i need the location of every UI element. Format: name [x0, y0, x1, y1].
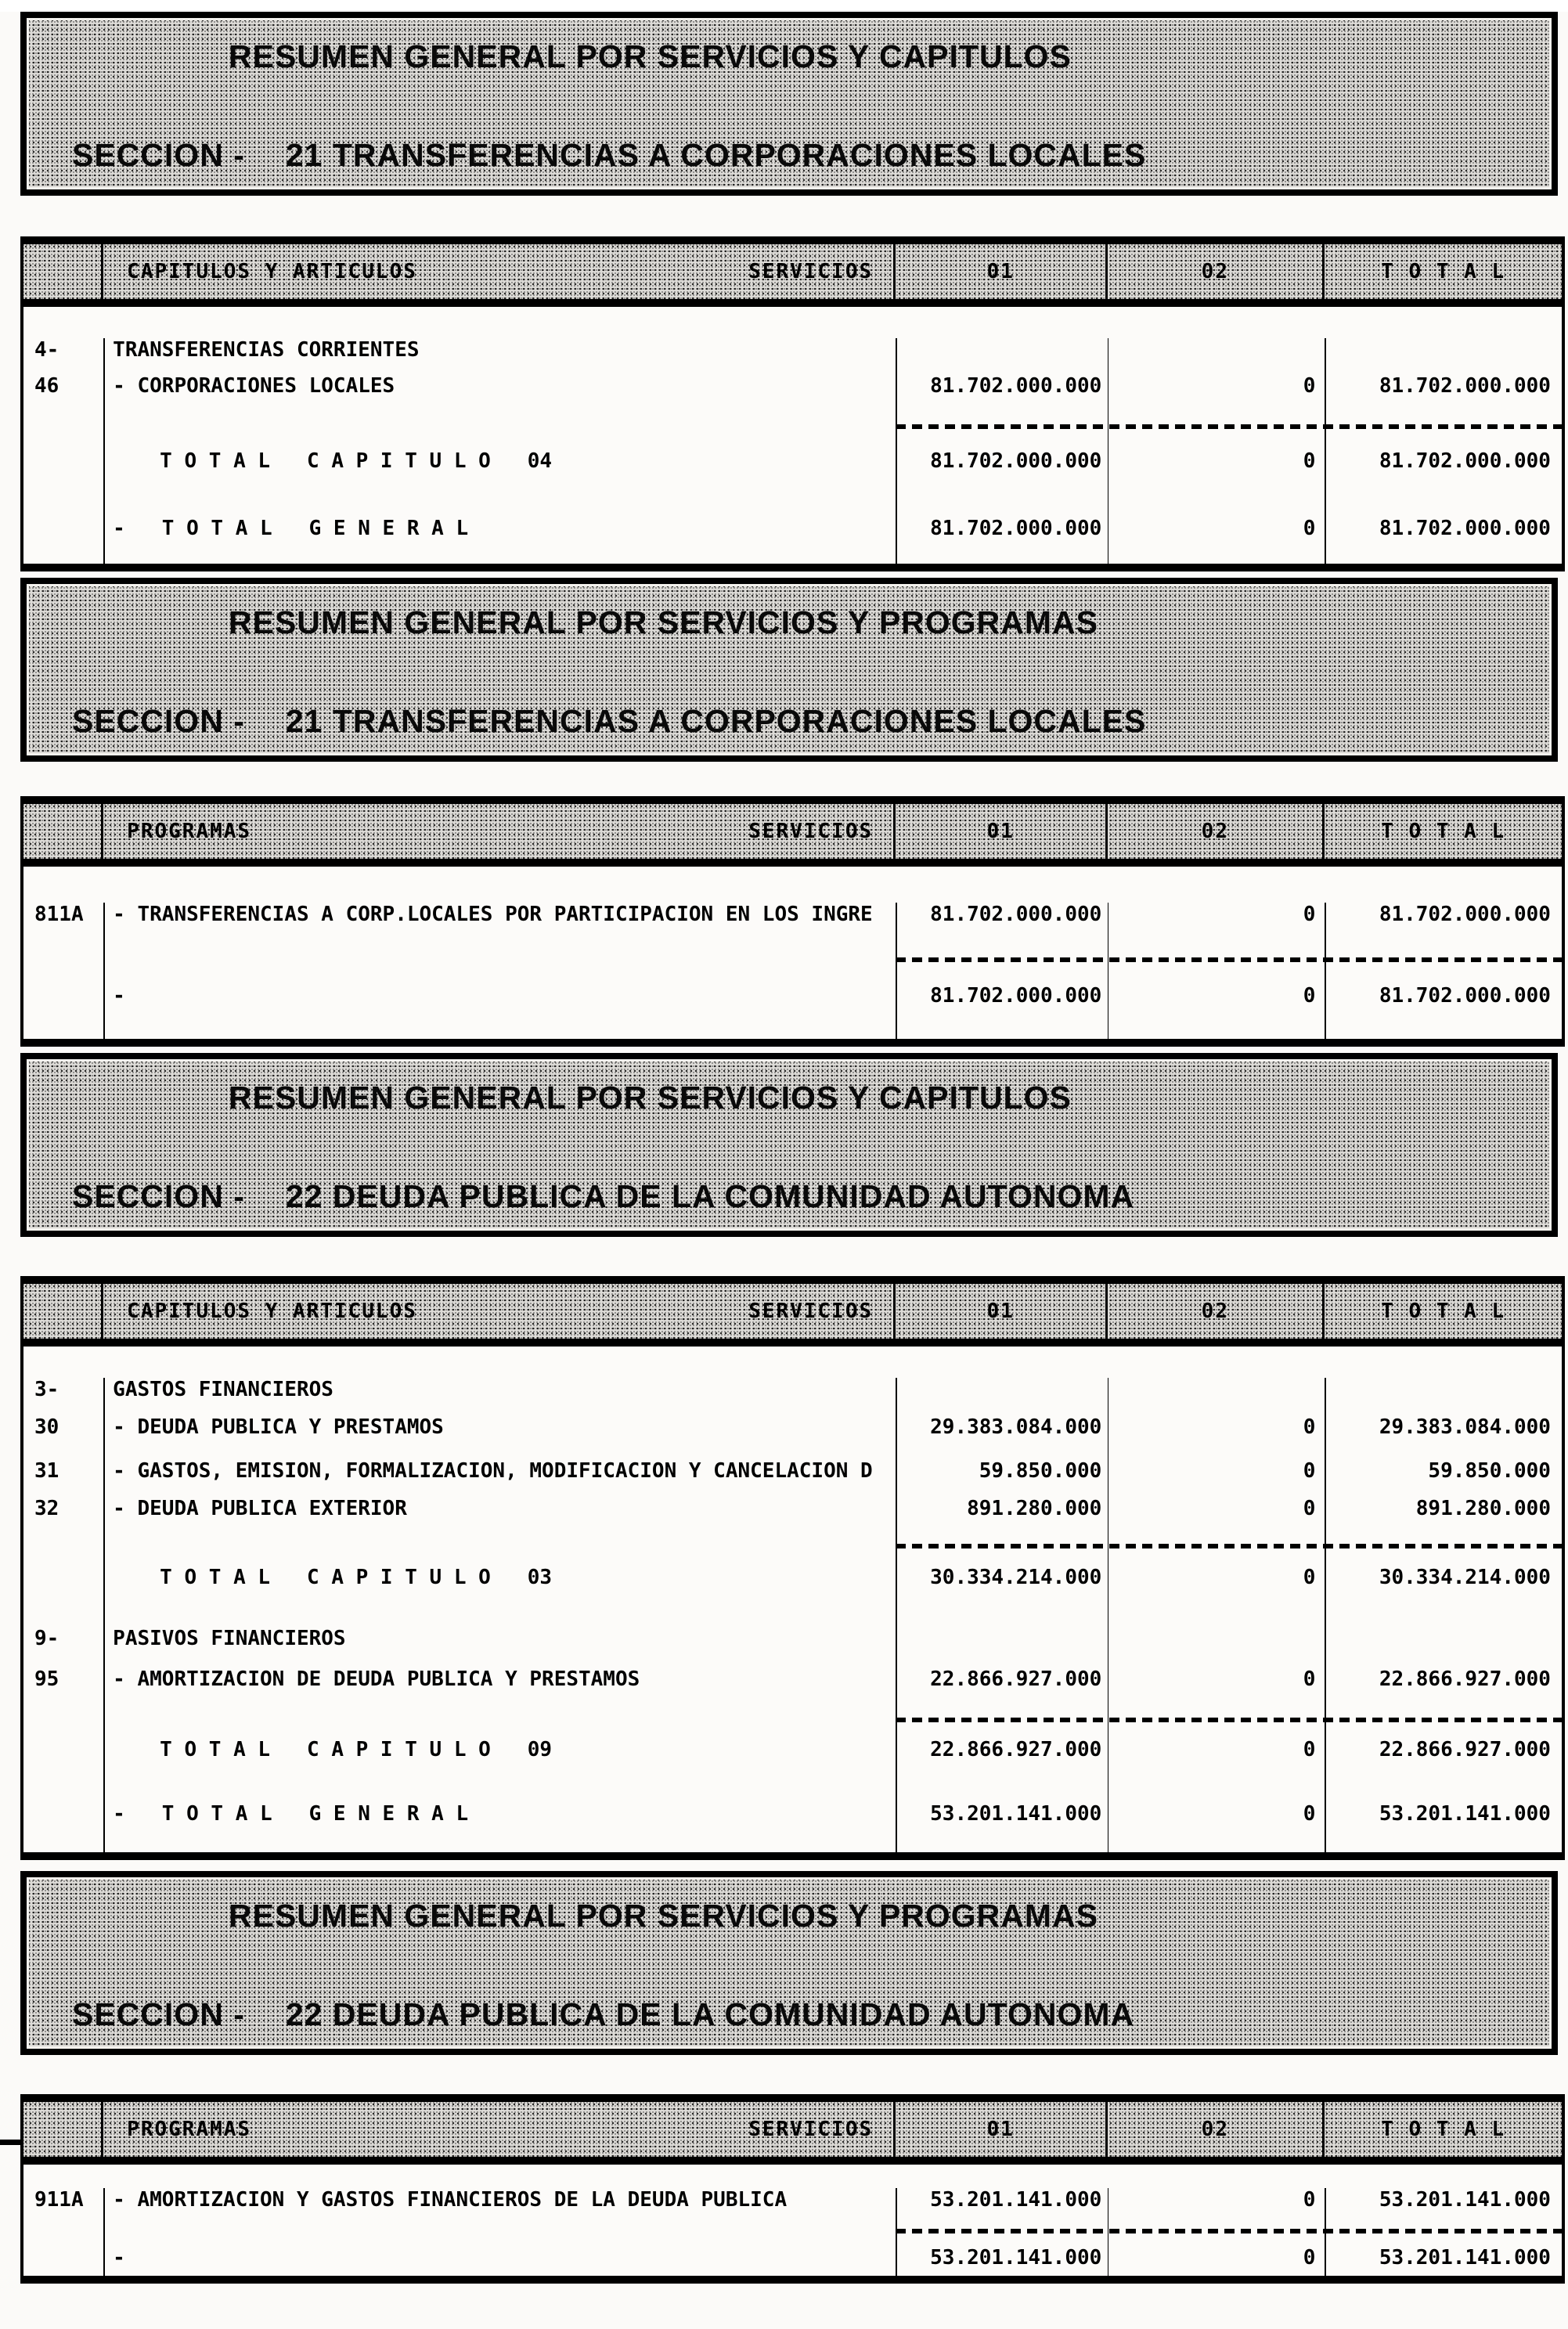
col-header-02: 02: [1108, 244, 1325, 299]
cell-desc: - DEUDA PUBLICA EXTERIOR: [113, 1497, 407, 1520]
table-row: [23, 1378, 1562, 1401]
summary-table-capitulos-21: [20, 236, 1565, 571]
cell-desc: T O T A L C A P I T U L O 03: [160, 1566, 553, 1589]
cell-total: 81.702.000.000: [1379, 984, 1551, 1008]
table-row: [23, 374, 1562, 398]
table-body: [23, 1378, 1562, 1852]
cell-02: 0: [1303, 1566, 1316, 1589]
banner-title: RESUMEN GENERAL POR SERVICIOS Y CAPITULOS: [229, 1080, 1072, 1116]
summary-table-programas-21: [20, 796, 1565, 1047]
table-row: [23, 1497, 1562, 1520]
seccion-value: 22 DEUDA PUBLICA DE LA COMUNIDAD AUTONOMA: [285, 1996, 1135, 2032]
cell-02: 0: [1303, 903, 1316, 926]
dashed-separator: [896, 2229, 1563, 2233]
banner-title: RESUMEN GENERAL POR SERVICIOS Y PROGRAMAS: [229, 604, 1099, 640]
cell-01: 22.866.927.000: [930, 1738, 1102, 1761]
column-divider: [103, 1378, 105, 1852]
col-header-02: 02: [1108, 2102, 1325, 2157]
seccion-value: 21 TRANSFERENCIAS A CORPORACIONES LOCALES: [285, 703, 1147, 739]
seccion-label: SECCION -: [72, 1996, 245, 2032]
col-header-02: 02: [1108, 1284, 1325, 1339]
col-header-servicios: SERVICIOS: [748, 820, 874, 843]
cell-02: 0: [1303, 449, 1316, 473]
cell-total: 891.280.000: [1415, 1497, 1551, 1520]
cell-desc: T O T A L C A P I T U L O 04: [160, 449, 553, 473]
cell-total: [1325, 1378, 1562, 1401]
col-header-02: 02: [1108, 804, 1325, 859]
cell-total: 53.201.141.000: [1379, 2188, 1551, 2212]
cell-desc: GASTOS FINANCIEROS: [113, 1378, 333, 1401]
table-header-row: [23, 244, 1562, 307]
cell-code: [23, 1738, 103, 1761]
cell-code: [23, 2246, 103, 2270]
table-row: [23, 1627, 1562, 1650]
cell-01: 53.201.141.000: [930, 1802, 1102, 1826]
seccion-label: SECCION -: [72, 703, 245, 739]
table-header-row: [23, 804, 1562, 867]
table-body: [23, 2188, 1562, 2276]
cell-desc: - DEUDA PUBLICA Y PRESTAMOS: [113, 1415, 444, 1439]
table-row-total-capitulo: [23, 1566, 1562, 1589]
cell-code: 911A: [34, 2188, 84, 2212]
col-header-01: 01: [896, 804, 1108, 859]
cell-02: 0: [1303, 2246, 1316, 2270]
table-row-total-general: [23, 1802, 1562, 1826]
cell-01: 53.201.141.000: [930, 2188, 1102, 2212]
cell-02: 0: [1303, 1415, 1316, 1439]
col-header-code: [23, 244, 103, 299]
col-header-total: T O T A L: [1381, 820, 1506, 843]
cell-code: 4-: [34, 338, 59, 362]
cell-total: [1325, 1627, 1562, 1650]
table-row: [23, 2188, 1562, 2212]
col-header-group: [103, 2102, 896, 2157]
cell-total: 53.201.141.000: [1379, 1802, 1551, 1826]
cell-01: [896, 1627, 1108, 1650]
cell-02: 0: [1303, 984, 1316, 1008]
cell-total: [1325, 338, 1562, 362]
column-divider: [896, 1378, 897, 1852]
table-row-total: [23, 2246, 1562, 2270]
cell-02: [1108, 1627, 1325, 1650]
seccion-value: 21 TRANSFERENCIAS A CORPORACIONES LOCALES: [285, 137, 1147, 173]
cell-02: 0: [1303, 1667, 1316, 1691]
col-header-01: 01: [896, 2102, 1108, 2157]
table-header-row: [23, 1284, 1562, 1347]
cell-total: 81.702.000.000: [1379, 374, 1551, 398]
cell-02: 0: [1303, 1738, 1316, 1761]
cell-01: 81.702.000.000: [930, 374, 1102, 398]
cell-total: 29.383.084.000: [1379, 1415, 1551, 1439]
table-row-total-general: [23, 517, 1562, 540]
cell-desc: PASIVOS FINANCIEROS: [113, 1627, 346, 1650]
scanned-budget-page: [0, 12, 1568, 2329]
col-header-code: [23, 1284, 103, 1339]
cell-01: 22.866.927.000: [930, 1667, 1102, 1691]
col-header-code: [23, 2102, 103, 2157]
col-header-servicios: SERVICIOS: [748, 1300, 874, 1323]
cell-total: 59.850.000: [1428, 1459, 1551, 1483]
cell-01: 81.702.000.000: [930, 903, 1102, 926]
cell-01: [896, 1378, 1108, 1401]
dashed-separator: [896, 957, 1563, 962]
col-header-total: T O T A L: [1381, 260, 1506, 283]
cell-total: 30.334.214.000: [1379, 1566, 1551, 1589]
col-header-total: T O T A L: [1381, 2118, 1506, 2141]
cell-desc: - TRANSFERENCIAS A CORP.LOCALES POR PARTICIPACION EN LOS INGRE: [113, 903, 873, 926]
cell-code: [23, 984, 103, 1008]
col-header-servicios: SERVICIOS: [748, 2118, 874, 2141]
seccion-label: SECCION -: [72, 137, 245, 173]
col-header-servicios: SERVICIOS: [748, 260, 874, 283]
table-row: [23, 1415, 1562, 1439]
table-row: [23, 903, 1562, 926]
col-header-group: [103, 244, 896, 299]
cell-code: 95: [34, 1667, 59, 1691]
seccion-label: SECCION -: [72, 1178, 245, 1214]
col-header-group-label: PROGRAMAS: [127, 820, 252, 843]
cell-code: [23, 1802, 103, 1826]
cell-total: 81.702.000.000: [1379, 903, 1551, 926]
col-header-group-label: CAPITULOS Y ARTICULOS: [127, 1300, 417, 1323]
cell-02: 0: [1303, 1459, 1316, 1483]
cell-code: 46: [34, 374, 59, 398]
cell-02: 0: [1303, 2188, 1316, 2212]
seccion-value: 22 DEUDA PUBLICA DE LA COMUNIDAD AUTONOMA: [285, 1178, 1135, 1214]
table-row-total-capitulo: [23, 1738, 1562, 1761]
col-header-total: T O T A L: [1381, 1300, 1506, 1323]
section-banner: [20, 578, 1558, 762]
cell-desc: TRANSFERENCIAS CORRIENTES: [113, 338, 420, 362]
banner-seccion: [72, 137, 1146, 174]
cell-01: 81.702.000.000: [930, 984, 1102, 1008]
col-header-group-label: PROGRAMAS: [127, 2118, 252, 2141]
cell-code: 3-: [34, 1378, 59, 1401]
cell-code: [23, 449, 103, 473]
dashed-separator: [896, 1544, 1563, 1548]
cell-desc: T O T A L C A P I T U L O 09: [160, 1738, 553, 1761]
table-row-total: [23, 984, 1562, 1008]
col-header-code: [23, 804, 103, 859]
summary-table-capitulos-22: [20, 1276, 1565, 1860]
section-banner: [20, 1053, 1558, 1237]
cell-desc: - AMORTIZACION DE DEUDA PUBLICA Y PRESTAMOS: [113, 1667, 640, 1691]
cell-01: 59.850.000: [979, 1459, 1102, 1483]
cell-total: 22.866.927.000: [1379, 1667, 1551, 1691]
cell-total: 22.866.927.000: [1379, 1738, 1551, 1761]
cell-code: 31: [34, 1459, 59, 1483]
cell-desc: - T O T A L G E N E R A L: [113, 517, 469, 540]
cell-total: 81.702.000.000: [1379, 449, 1551, 473]
table-row: [23, 1459, 1562, 1483]
cell-02: 0: [1303, 1802, 1316, 1826]
col-header-01: 01: [896, 244, 1108, 299]
col-header-group-label: CAPITULOS Y ARTICULOS: [127, 260, 417, 283]
table-row: [23, 1667, 1562, 1691]
cell-desc: - AMORTIZACION Y GASTOS FINANCIEROS DE LA DEUDA PUBLICA: [113, 2188, 788, 2212]
cell-code: [23, 517, 103, 540]
cell-total: 81.702.000.000: [1379, 517, 1551, 540]
cell-01: 30.334.214.000: [930, 1566, 1102, 1589]
table-header-row: [23, 2102, 1562, 2165]
cell-desc: -: [113, 984, 125, 1008]
banner-seccion: [72, 1178, 1134, 1215]
cell-desc: -: [113, 2246, 125, 2270]
banner-seccion: [72, 703, 1146, 740]
cell-desc: - T O T A L G E N E R A L: [113, 1802, 469, 1826]
table-row: [23, 338, 1562, 362]
table-row-total-capitulo: [23, 449, 1562, 473]
cell-code: [23, 1566, 103, 1589]
cell-01: 53.201.141.000: [930, 2246, 1102, 2270]
cell-02: 0: [1303, 374, 1316, 398]
cell-02: 0: [1303, 1497, 1316, 1520]
cell-02: [1108, 1378, 1325, 1401]
cell-total: 53.201.141.000: [1379, 2246, 1551, 2270]
summary-table-programas-22: [20, 2094, 1565, 2284]
banner-seccion: [72, 1996, 1134, 2033]
cell-02: 0: [1303, 517, 1316, 540]
table-body: [23, 338, 1562, 564]
col-header-group: [103, 804, 896, 859]
cell-02: [1108, 338, 1325, 362]
scan-artifact-dash: [0, 2140, 23, 2145]
cell-desc: - GASTOS, EMISION, FORMALIZACION, MODIFICACION Y CANCELACION D: [113, 1459, 873, 1483]
section-banner: [20, 1871, 1558, 2055]
cell-01: [896, 338, 1108, 362]
col-header-01: 01: [896, 1284, 1108, 1339]
cell-01: 81.702.000.000: [930, 517, 1102, 540]
cell-01: 891.280.000: [967, 1497, 1102, 1520]
table-body: [23, 903, 1562, 1039]
cell-code: 811A: [34, 903, 84, 926]
col-header-group: [103, 1284, 896, 1339]
column-divider: [1325, 1378, 1326, 1852]
section-banner: [20, 12, 1558, 196]
cell-code: 9-: [34, 1627, 59, 1650]
cell-01: 29.383.084.000: [930, 1415, 1102, 1439]
cell-code: 30: [34, 1415, 59, 1439]
cell-code: 32: [34, 1497, 59, 1520]
cell-desc: - CORPORACIONES LOCALES: [113, 374, 395, 398]
dashed-separator: [896, 1718, 1563, 1722]
banner-title: RESUMEN GENERAL POR SERVICIOS Y PROGRAMAS: [229, 1898, 1099, 1934]
dashed-separator: [896, 424, 1563, 429]
banner-title: RESUMEN GENERAL POR SERVICIOS Y CAPITULOS: [229, 38, 1072, 74]
cell-01: 81.702.000.000: [930, 449, 1102, 473]
